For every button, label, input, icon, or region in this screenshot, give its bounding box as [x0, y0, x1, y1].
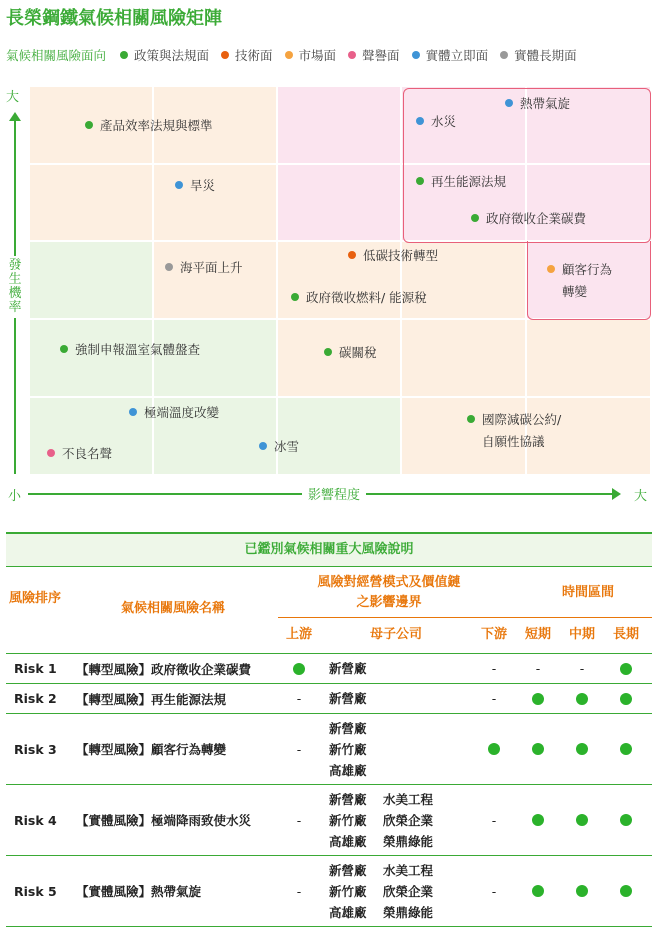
matrix-point-label: 低碳技術轉型 [363, 248, 439, 263]
downstream-cell [474, 654, 514, 683]
matrix-cell [30, 242, 152, 318]
short-term-cell [518, 785, 558, 855]
not-applicable-dash: - [296, 812, 302, 828]
risk-dot-icon [416, 177, 424, 185]
risk-name: 【轉型風險】再生能源法規 [76, 691, 227, 707]
not-applicable-dash: - [535, 661, 541, 676]
risk-name: 【實體風險】熱帶氣旋 [76, 884, 202, 899]
matrix-point [416, 111, 456, 133]
legend-item-label: 市場面 [298, 48, 337, 63]
risk-dot-icon [47, 449, 55, 457]
plant-line [329, 658, 383, 679]
matrix-point [547, 259, 612, 303]
matrix-point-label: 不良名聲 [62, 446, 113, 461]
table-row [6, 855, 652, 927]
matrix-point [129, 402, 219, 424]
long-term-cell [606, 714, 646, 784]
matrix-point-label: 政府徵收燃料/ 能源稅 [306, 290, 427, 305]
plant-name: 新竹廠 [329, 883, 367, 899]
plant-line [329, 902, 433, 923]
upstream-cell [279, 785, 319, 855]
downstream-cell [474, 684, 514, 713]
plant-line [329, 881, 433, 902]
applicable-dot-icon [620, 693, 632, 705]
plant-line [329, 739, 383, 760]
matrix-point-label: 顧客行為 [562, 262, 613, 277]
table-row [6, 713, 652, 784]
not-applicable-dash: - [579, 661, 585, 676]
header-rank: 風險排序 [8, 591, 61, 606]
legend-label: 氣候相關風險面向 [6, 48, 107, 63]
header-timeframe: 時間區間 [561, 585, 614, 600]
risk-dot-icon [416, 117, 424, 125]
matrix-point [60, 339, 200, 361]
header-upstream: 上游 [285, 627, 312, 642]
risk-dot-icon [324, 348, 332, 356]
plant-name: 新營廠 [329, 661, 367, 676]
risk-dot-icon [259, 442, 267, 450]
matrix-point-label: 水災 [431, 114, 457, 129]
legend-dot-icon [348, 51, 356, 59]
risk-id: Risk 4 [14, 812, 57, 828]
matrix-point [165, 257, 243, 279]
plant-name: 新營廠 [329, 691, 367, 706]
matrix-point-label: 政府徵收企業碳費 [486, 211, 587, 226]
plant-line [329, 688, 383, 709]
applicable-dot-icon [532, 885, 544, 897]
matrix-point [291, 287, 427, 309]
legend-dot-icon [412, 51, 420, 59]
matrix-cell [527, 320, 650, 396]
matrix-point [416, 171, 506, 193]
upstream-cell [279, 714, 319, 784]
long-term-cell [606, 654, 646, 683]
x-axis-label: 影響程度 [302, 484, 366, 503]
applicable-dot-icon [620, 663, 632, 675]
matrix-point-label: 極端溫度改變 [144, 405, 220, 420]
applicable-dot-icon [620, 743, 632, 755]
risk-table [6, 532, 652, 927]
plant-line [329, 810, 433, 831]
mid-term-cell [562, 785, 602, 855]
applicable-dot-icon [620, 885, 632, 897]
risk-dot-icon [471, 214, 479, 222]
legend-item-label: 政策與法規面 [134, 48, 210, 63]
header-downstream: 下游 [480, 627, 507, 642]
upstream-cell [279, 684, 319, 713]
applicable-dot-icon [532, 693, 544, 705]
subsidiary-name: 水美工程 [383, 791, 434, 807]
downstream-cell [474, 714, 514, 784]
risk-dot-icon [60, 345, 68, 353]
plant-name: 新營廠 [329, 862, 367, 878]
header-name: 氣候相關風險名稱 [120, 601, 225, 616]
not-applicable-dash: - [296, 741, 302, 757]
applicable-dot-icon [488, 743, 500, 755]
y-axis-arrow-icon [9, 112, 21, 121]
subsidiary-name: 欣榮企業 [383, 883, 434, 899]
matrix-point-label: 自願性協議 [482, 434, 545, 449]
legend [6, 46, 589, 64]
upstream-cell [279, 856, 319, 926]
plant-name: 高雄廠 [329, 762, 367, 778]
parent-subsidiary-cell [329, 856, 433, 926]
matrix-point [324, 342, 377, 364]
plant-line [329, 789, 433, 810]
applicable-dot-icon [620, 814, 632, 826]
legend-item-label: 聲譽面 [362, 48, 400, 63]
long-term-cell [606, 856, 646, 926]
not-applicable-dash: - [491, 661, 497, 676]
risk-dot-icon [348, 251, 356, 259]
subsidiary-name: 欣榮企業 [383, 812, 434, 828]
matrix-point-label: 碳關稅 [339, 345, 377, 360]
downstream-cell [474, 785, 514, 855]
matrix-point-label: 海平面上升 [180, 260, 243, 275]
matrix-point [467, 409, 561, 453]
risk-dot-icon [547, 265, 555, 273]
risk-dot-icon [291, 293, 299, 301]
matrix-cell [30, 165, 152, 240]
matrix-cell [402, 320, 525, 396]
x-axis-arrow-icon [612, 488, 621, 500]
plant-name: 高雄廠 [329, 904, 367, 920]
matrix-point-label: 轉變 [562, 284, 588, 299]
matrix-cell [278, 87, 400, 163]
page-title: 長榮鋼鐵氣候相關風險矩陣 [6, 8, 222, 29]
applicable-dot-icon [576, 743, 588, 755]
y-axis-label: 發生機率 [7, 256, 23, 318]
risk-dot-icon [175, 181, 183, 189]
plant-name: 高雄廠 [329, 833, 367, 849]
mid-term-cell [562, 714, 602, 784]
header-short: 短期 [524, 627, 551, 642]
matrix-point [259, 436, 299, 458]
plant-line [329, 760, 383, 781]
mid-term-cell [562, 684, 602, 713]
risk-name: 【轉型風險】政府徵收企業碳費 [76, 661, 252, 677]
table-header [6, 566, 652, 653]
matrix-point-label: 再生能源法規 [431, 174, 507, 189]
legend-item [120, 48, 209, 63]
legend-item [285, 48, 337, 63]
applicable-dot-icon [576, 693, 588, 705]
table-row [6, 784, 652, 855]
parent-subsidiary-cell [329, 785, 433, 855]
legend-dot-icon [120, 51, 128, 59]
subsidiary-name: 水美工程 [383, 862, 434, 878]
risk-id: Risk 5 [14, 883, 57, 899]
matrix-point [85, 115, 213, 137]
risk-name: 【實體風險】極端降雨致使水災 [76, 813, 252, 828]
risk-id: Risk 1 [14, 661, 57, 676]
not-applicable-dash: - [491, 883, 497, 899]
matrix-cell [154, 242, 276, 318]
risk-name: 【轉型風險】顧客行為轉變 [76, 742, 227, 757]
plant-name: 新營廠 [329, 791, 367, 807]
upstream-cell [279, 654, 319, 683]
applicable-dot-icon [576, 814, 588, 826]
risk-dot-icon [129, 408, 137, 416]
short-term-cell [518, 684, 558, 713]
matrix-point-label: 強制申報溫室氣體盤查 [75, 342, 201, 357]
subsidiary-name: 榮鼎綠能 [383, 904, 434, 920]
header-divider [278, 617, 652, 618]
risk-dot-icon [85, 121, 93, 129]
matrix-cell [278, 165, 400, 240]
legend-item [412, 48, 489, 63]
risk-dot-icon [165, 263, 173, 271]
matrix-point-label: 產品效率法規與標準 [100, 118, 213, 133]
parent-subsidiary-cell [329, 684, 383, 713]
short-term-cell [518, 654, 558, 683]
legend-item-label: 實體立即面 [425, 48, 489, 63]
matrix-point-label: 熱帶氣旋 [520, 96, 571, 111]
x-axis-high: 大 [634, 489, 648, 504]
legend-item [500, 48, 577, 63]
short-term-cell [518, 856, 558, 926]
mid-term-cell [562, 856, 602, 926]
parent-subsidiary-cell [329, 714, 383, 784]
legend-dot-icon [500, 51, 508, 59]
downstream-cell [474, 856, 514, 926]
plant-name: 新營廠 [329, 720, 367, 736]
mid-term-cell [562, 654, 602, 683]
plant-line [329, 860, 433, 881]
plant-name: 新竹廠 [329, 741, 367, 757]
legend-item-label: 實體長期面 [514, 48, 577, 63]
not-applicable-dash: - [296, 691, 302, 706]
applicable-dot-icon [293, 663, 305, 675]
legend-dot-icon [221, 51, 229, 59]
matrix-point-label: 旱災 [190, 178, 216, 193]
legend-dot-icon [285, 51, 293, 59]
header-mid: 中期 [568, 627, 595, 642]
table-title: 已鑑別氣候相關重大風險說明 [6, 532, 652, 566]
table-row [6, 653, 652, 683]
y-axis-high: 大 [6, 90, 20, 105]
legend-item [348, 48, 400, 63]
risk-id: Risk 2 [14, 691, 57, 706]
not-applicable-dash: - [296, 883, 302, 899]
applicable-dot-icon [532, 743, 544, 755]
legend-item-label: 技術面 [235, 48, 273, 63]
risk-id: Risk 3 [14, 741, 57, 757]
header-parent: 母子公司 [369, 627, 422, 642]
not-applicable-dash: - [491, 812, 497, 828]
applicable-dot-icon [576, 885, 588, 897]
table-row [6, 683, 652, 713]
risk-dot-icon [467, 415, 475, 423]
matrix-point [47, 443, 112, 465]
risk-matrix [30, 87, 652, 476]
plant-line [329, 718, 383, 739]
parent-subsidiary-cell [329, 654, 383, 683]
x-axis-low: 小 [8, 489, 22, 504]
matrix-point [471, 208, 586, 230]
subsidiary-name: 榮鼎綠能 [383, 833, 434, 849]
long-term-cell [606, 684, 646, 713]
matrix-point [175, 175, 215, 197]
applicable-dot-icon [532, 814, 544, 826]
legend-item [221, 48, 273, 63]
plant-name: 新竹廠 [329, 812, 367, 828]
header-long: 長期 [612, 627, 639, 642]
header-impact: 風險對經營模式及價值鏈之影響邊界 [317, 575, 461, 610]
matrix-point [348, 245, 438, 267]
matrix-point [505, 93, 570, 115]
long-term-cell [606, 785, 646, 855]
short-term-cell [518, 714, 558, 784]
plant-line [329, 831, 433, 852]
risk-dot-icon [505, 99, 513, 107]
matrix-point-label: 國際減碳公約/ [482, 412, 562, 427]
not-applicable-dash: - [491, 691, 497, 706]
matrix-point-label: 冰雪 [274, 439, 300, 454]
